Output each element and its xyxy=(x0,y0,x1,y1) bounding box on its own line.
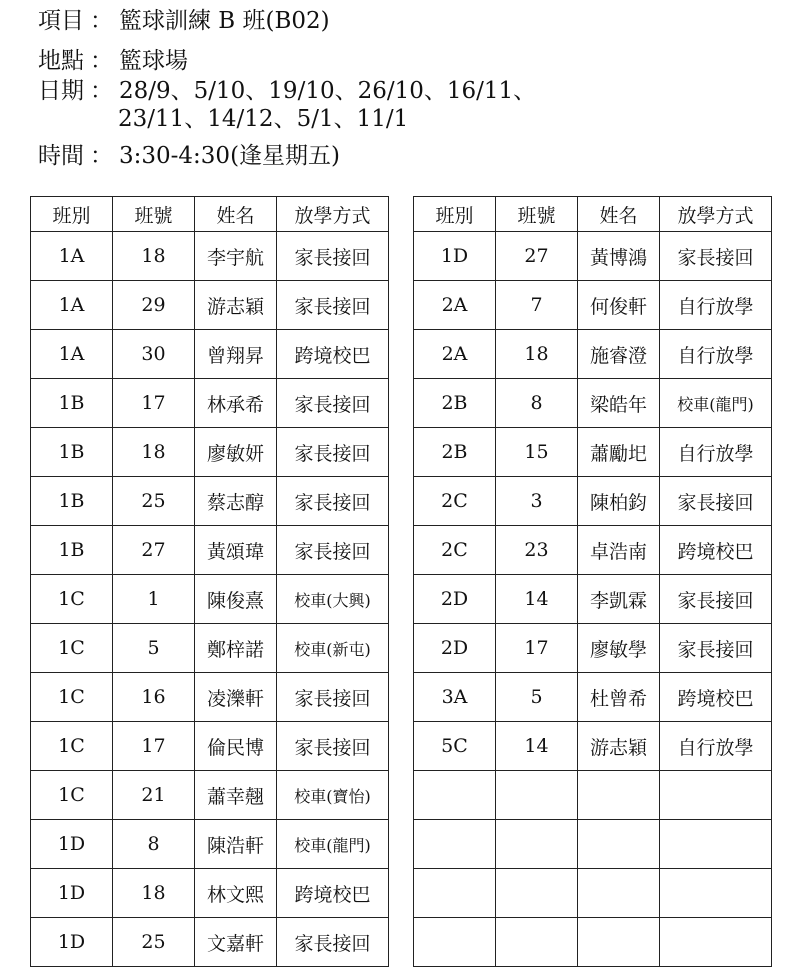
class-cell: 1A xyxy=(31,232,113,281)
project-label: 項目 xyxy=(38,8,84,34)
number-cell: 25 xyxy=(113,477,195,526)
dismissal-cell: 跨境校巴 xyxy=(277,330,389,379)
label-separator: ： xyxy=(90,8,113,34)
class-cell: 2B xyxy=(414,379,496,428)
class-cell xyxy=(414,918,496,967)
label-separator: ： xyxy=(90,78,113,104)
number-cell: 18 xyxy=(496,330,578,379)
table-row xyxy=(414,722,772,771)
number-header: 班號 xyxy=(113,197,195,232)
dates-value-line1: 28/9、5/10、19/10、26/10、16/11、 xyxy=(119,78,537,104)
number-cell: 7 xyxy=(496,281,578,330)
table-row xyxy=(414,771,772,820)
class-cell: 1D xyxy=(414,232,496,281)
table-row xyxy=(414,575,772,624)
dismissal-cell: 家長接回 xyxy=(277,281,389,330)
dismissal-cell: 家長接回 xyxy=(277,673,389,722)
number-cell: 5 xyxy=(113,624,195,673)
table-row xyxy=(414,428,772,477)
dismissal-cell: 校車(龍門) xyxy=(660,379,772,428)
table-body xyxy=(414,232,772,967)
table-row xyxy=(31,722,389,771)
name-cell xyxy=(578,771,660,820)
number-cell xyxy=(496,918,578,967)
class-cell: 1B xyxy=(31,526,113,575)
class-cell: 1D xyxy=(31,820,113,869)
class-cell: 2D xyxy=(414,624,496,673)
venue-value: 籃球場 xyxy=(119,48,188,74)
name-cell: 蕭勵圯 xyxy=(578,428,660,477)
number-cell: 3 xyxy=(496,477,578,526)
number-cell: 14 xyxy=(496,722,578,771)
name-cell: 梁皓年 xyxy=(578,379,660,428)
table-row xyxy=(31,428,389,477)
roster-table-left xyxy=(30,196,389,967)
table-row xyxy=(414,477,772,526)
name-cell xyxy=(578,869,660,918)
table-row xyxy=(414,281,772,330)
dismissal-cell: 家長接回 xyxy=(277,232,389,281)
table-row xyxy=(31,820,389,869)
class-cell: 5C xyxy=(414,722,496,771)
dismissal-cell: 校車(新屯) xyxy=(277,624,389,673)
dismissal-cell xyxy=(660,820,772,869)
table-row xyxy=(31,771,389,820)
table-row xyxy=(31,869,389,918)
number-cell: 18 xyxy=(113,232,195,281)
table-row xyxy=(414,869,772,918)
table-row xyxy=(414,673,772,722)
dismissal-cell: 家長接回 xyxy=(277,722,389,771)
name-cell: 蔡志醇 xyxy=(195,477,277,526)
class-cell: 1A xyxy=(31,330,113,379)
number-cell: 16 xyxy=(113,673,195,722)
dismissal-cell: 自行放學 xyxy=(660,722,772,771)
name-cell: 倫民博 xyxy=(195,722,277,771)
name-cell: 廖敏學 xyxy=(578,624,660,673)
table-row xyxy=(31,281,389,330)
number-cell: 8 xyxy=(113,820,195,869)
class-cell: 1B xyxy=(31,428,113,477)
number-cell: 14 xyxy=(496,575,578,624)
table-row xyxy=(31,918,389,967)
project-value: 籃球訓練 B 班(B02) xyxy=(119,8,330,34)
dismissal-cell: 跨境校巴 xyxy=(277,869,389,918)
name-cell: 蕭幸翹 xyxy=(195,771,277,820)
class-cell: 2D xyxy=(414,575,496,624)
dismissal-cell: 家長接回 xyxy=(660,477,772,526)
number-header: 班號 xyxy=(496,197,578,232)
name-cell: 李宇航 xyxy=(195,232,277,281)
number-cell xyxy=(496,820,578,869)
name-cell: 杜曾希 xyxy=(578,673,660,722)
dismissal-cell: 家長接回 xyxy=(277,477,389,526)
table-header xyxy=(414,197,772,232)
class-cell: 1C xyxy=(31,575,113,624)
class-cell: 2C xyxy=(414,477,496,526)
name-cell: 游志穎 xyxy=(195,281,277,330)
name-cell: 陳浩軒 xyxy=(195,820,277,869)
class-cell: 2A xyxy=(414,281,496,330)
name-cell xyxy=(578,918,660,967)
class-cell: 1C xyxy=(31,771,113,820)
number-cell: 30 xyxy=(113,330,195,379)
table-row xyxy=(31,526,389,575)
name-cell: 李凱霖 xyxy=(578,575,660,624)
name-cell: 鄭梓諾 xyxy=(195,624,277,673)
number-cell: 8 xyxy=(496,379,578,428)
name-header: 姓名 xyxy=(195,197,277,232)
name-cell: 林承希 xyxy=(195,379,277,428)
dates-label: 日期 xyxy=(38,78,84,104)
venue-line xyxy=(38,46,188,76)
number-cell: 1 xyxy=(113,575,195,624)
dismissal-cell: 自行放學 xyxy=(660,428,772,477)
class-header: 班別 xyxy=(414,197,496,232)
table-body xyxy=(31,232,389,967)
class-cell: 2B xyxy=(414,428,496,477)
number-cell: 23 xyxy=(496,526,578,575)
dismissal-cell: 家長接回 xyxy=(277,526,389,575)
dates-line-2 xyxy=(118,104,408,134)
dismissal-cell: 家長接回 xyxy=(660,624,772,673)
dismissal-cell: 校車(寶怡) xyxy=(277,771,389,820)
name-cell: 黃博鴻 xyxy=(578,232,660,281)
class-cell: 1C xyxy=(31,722,113,771)
header-row xyxy=(414,197,772,232)
dismissal-cell: 自行放學 xyxy=(660,330,772,379)
dates-line xyxy=(38,76,536,106)
number-cell: 5 xyxy=(496,673,578,722)
class-cell: 1B xyxy=(31,477,113,526)
class-cell: 2C xyxy=(414,526,496,575)
dismissal-cell: 跨境校巴 xyxy=(660,673,772,722)
dismissal-cell xyxy=(660,918,772,967)
label-separator: ： xyxy=(90,143,113,169)
name-header: 姓名 xyxy=(578,197,660,232)
venue-label: 地點 xyxy=(38,48,84,74)
number-cell: 29 xyxy=(113,281,195,330)
name-cell: 廖敏妍 xyxy=(195,428,277,477)
table-header xyxy=(31,197,389,232)
dismissal-cell: 家長接回 xyxy=(277,379,389,428)
number-cell: 17 xyxy=(496,624,578,673)
table-row xyxy=(414,526,772,575)
label-separator: ： xyxy=(90,48,113,74)
table-row xyxy=(31,624,389,673)
header-row xyxy=(31,197,389,232)
number-cell: 15 xyxy=(496,428,578,477)
class-cell: 1D xyxy=(31,869,113,918)
number-cell: 25 xyxy=(113,918,195,967)
table-row xyxy=(31,673,389,722)
class-cell: 1D xyxy=(31,918,113,967)
class-cell: 2A xyxy=(414,330,496,379)
time-label: 時間 xyxy=(38,143,84,169)
class-cell: 1B xyxy=(31,379,113,428)
time-line xyxy=(38,141,340,171)
dismissal-cell xyxy=(660,771,772,820)
name-cell: 林文熙 xyxy=(195,869,277,918)
dismissal-cell: 家長接回 xyxy=(277,918,389,967)
table-row xyxy=(31,232,389,281)
name-cell: 陳俊熹 xyxy=(195,575,277,624)
dates-value-line2: 23/11、14/12、5/1、11/1 xyxy=(118,106,409,132)
table-row xyxy=(31,330,389,379)
class-cell: 3A xyxy=(414,673,496,722)
name-cell: 何俊軒 xyxy=(578,281,660,330)
class-cell xyxy=(414,820,496,869)
dismissal-cell: 家長接回 xyxy=(660,575,772,624)
dismissal-cell: 家長接回 xyxy=(277,428,389,477)
number-cell: 21 xyxy=(113,771,195,820)
table-row xyxy=(31,379,389,428)
class-cell: 1A xyxy=(31,281,113,330)
time-value: 3:30-4:30(逢星期五) xyxy=(119,143,341,169)
number-cell: 17 xyxy=(113,722,195,771)
number-cell: 18 xyxy=(113,428,195,477)
dismissal-cell: 自行放學 xyxy=(660,281,772,330)
name-cell: 文嘉軒 xyxy=(195,918,277,967)
dismissal-cell: 跨境校巴 xyxy=(660,526,772,575)
name-cell: 曾翔昇 xyxy=(195,330,277,379)
number-cell xyxy=(496,771,578,820)
class-cell xyxy=(414,869,496,918)
table-row xyxy=(414,624,772,673)
dismissal-cell: 校車(龍門) xyxy=(277,820,389,869)
number-cell: 27 xyxy=(496,232,578,281)
dismissal-header: 放學方式 xyxy=(277,197,389,232)
number-cell: 18 xyxy=(113,869,195,918)
table-row xyxy=(414,330,772,379)
class-cell: 1C xyxy=(31,624,113,673)
name-cell: 陳柏鈞 xyxy=(578,477,660,526)
table-row xyxy=(414,232,772,281)
name-cell: 施睿澄 xyxy=(578,330,660,379)
table-row xyxy=(414,820,772,869)
number-cell: 27 xyxy=(113,526,195,575)
table-row xyxy=(31,575,389,624)
name-cell: 黃頌瑋 xyxy=(195,526,277,575)
name-cell: 卓浩南 xyxy=(578,526,660,575)
name-cell: 凌濼軒 xyxy=(195,673,277,722)
class-cell: 1C xyxy=(31,673,113,722)
number-cell: 17 xyxy=(113,379,195,428)
project-line xyxy=(38,6,330,36)
dismissal-cell: 家長接回 xyxy=(660,232,772,281)
class-cell xyxy=(414,771,496,820)
table-row xyxy=(414,918,772,967)
dismissal-cell: 校車(大興) xyxy=(277,575,389,624)
table-row xyxy=(414,379,772,428)
name-cell: 游志穎 xyxy=(578,722,660,771)
class-header: 班別 xyxy=(31,197,113,232)
number-cell xyxy=(496,869,578,918)
dismissal-header: 放學方式 xyxy=(660,197,772,232)
roster-table-right xyxy=(413,196,772,967)
dismissal-cell xyxy=(660,869,772,918)
table-row xyxy=(31,477,389,526)
name-cell xyxy=(578,820,660,869)
